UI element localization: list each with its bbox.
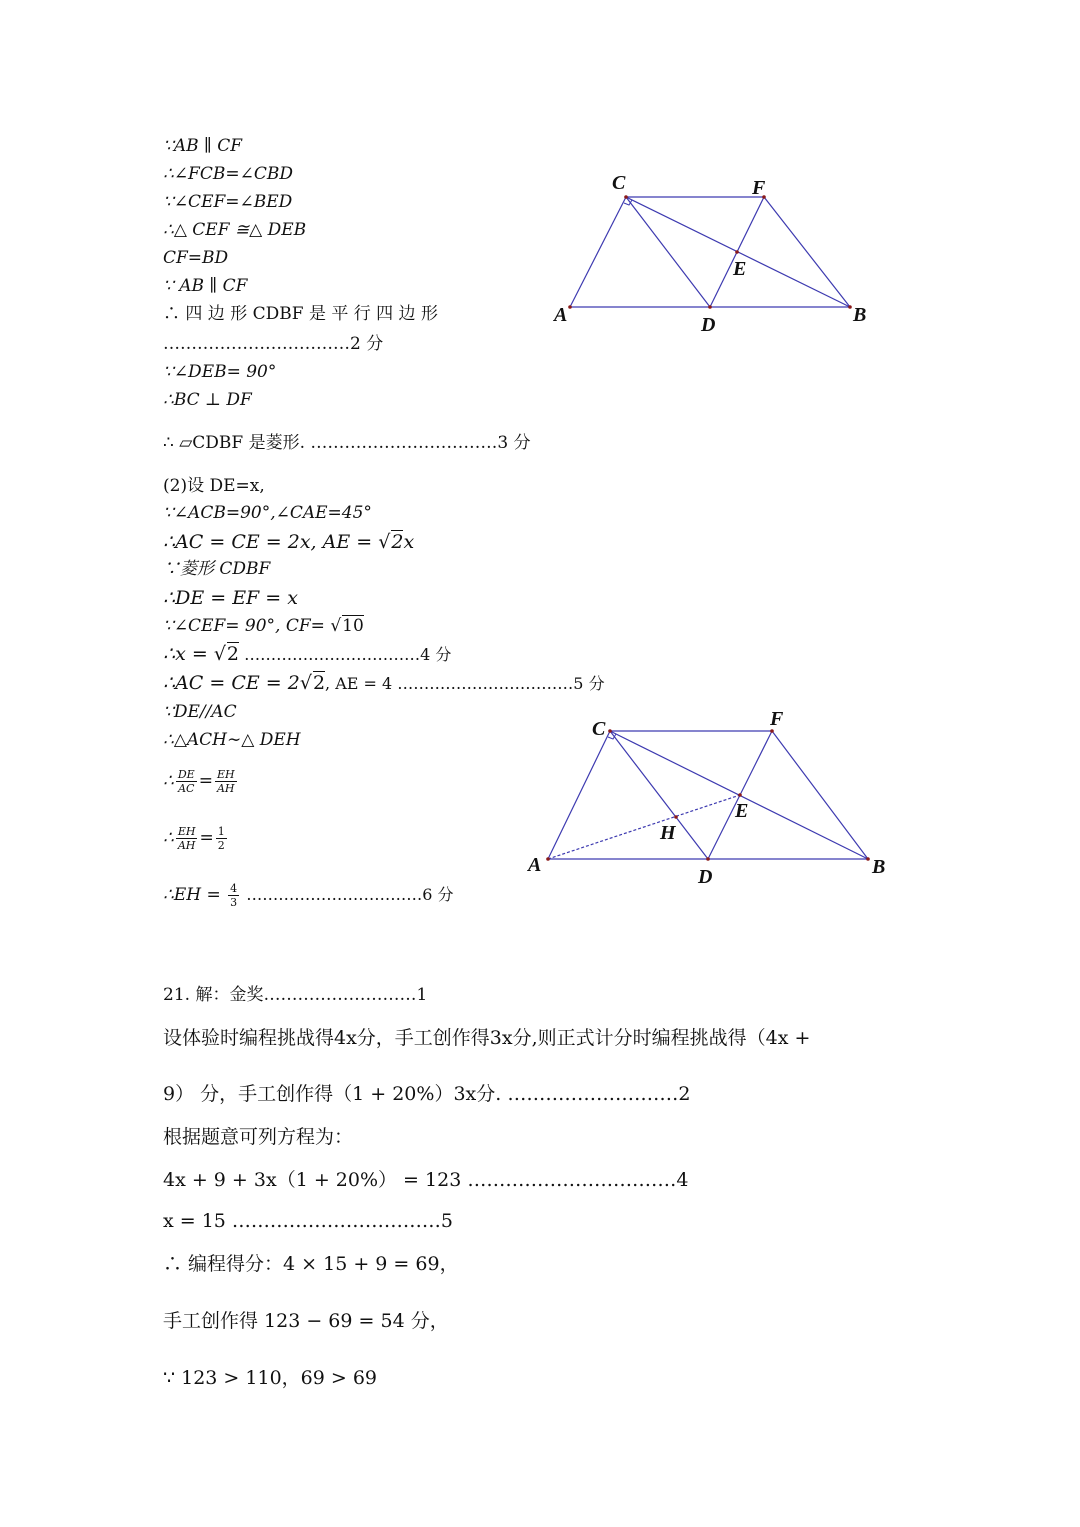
proof-line-7: ∴ 四 边 形 CDBF 是 平 行 四 边 形 [163, 304, 438, 324]
proof-line-4: ∴△ CEF ≅△ DEB [163, 220, 307, 240]
figure-2 [520, 705, 900, 890]
proof-line-1: ∵AB ∥ CF [163, 136, 243, 156]
fig1-label-e: E [733, 258, 747, 280]
proof2-line-2: ∵∠ACB=90°,∠CAE=45° [163, 503, 372, 523]
fig1-label-c: C [612, 172, 626, 194]
proof-line-9: ∵∠DEB= 90° [163, 362, 277, 382]
fig2-label-a: A [528, 854, 542, 876]
q21-line-1: 21. 解：金奖………………………1 [163, 985, 428, 1005]
fig1-label-f: F [752, 177, 766, 199]
fig2-label-d: D [698, 866, 713, 888]
proof2-line-10: ∴△ACH∼△ DEH [163, 730, 301, 750]
proof-line-2: ∴∠FCB=∠CBD [163, 164, 293, 184]
fig2-label-c: C [592, 718, 606, 740]
proof2-line-13: ∴EH = $\frac{4}{3}$ ……………………………6 分 [163, 882, 454, 909]
proof2-line-12: ∴ $\frac{EH}{AH}$ = $\frac{1}{2}$ [163, 825, 225, 852]
q21-line-8: 手工创作得 123 − 69 = 54 分， [163, 1310, 449, 1332]
proof2-line-9: ∵DE//AC [163, 702, 237, 722]
fig2-label-b: B [872, 856, 886, 878]
proof-line-11: ∴ ▱CDBF 是菱形. ……………………………3 分 [163, 433, 531, 453]
q21-line-6: x = 15 ……………………………5 [163, 1210, 454, 1232]
fig1-label-a: A [554, 304, 568, 326]
fig1-label-b: B [853, 304, 867, 326]
proof2-line-1: (2)设 DE=x, [163, 476, 265, 496]
proof2-line-6: ∵∠CEF= 90°, CF= √10 [163, 616, 364, 636]
proof2-line-5: ∴DE = EF = x [163, 587, 298, 609]
proof2-line-11: ∴ $\frac{DE}{AC}$ = $\frac{EH}{AH}$ [163, 768, 235, 795]
fig2-label-h: H [660, 822, 676, 844]
q21-line-9: ∵ 123 > 110，69 > 69 [163, 1367, 378, 1389]
proof2-line-3: ∴AC = CE = 2x, AE = √2x [163, 531, 415, 553]
figure-1 [540, 165, 890, 340]
fig2-label-e: E [735, 800, 749, 822]
q21-line-7: ∴ 编程得分：4 × 15 + 9 = 69， [163, 1253, 459, 1275]
q21-line-5: 4x + 9 + 3x（1 + 20%） = 123 ……………………………4 [163, 1169, 689, 1191]
q21-line-2: 设体验时编程挑战得4x分，手工创作得3x分,则正式计分时编程挑战得（4x + [163, 1027, 811, 1049]
q21-line-4: 根据题意可列方程为： [163, 1126, 354, 1148]
proof-line-6: ∵ AB ∥ CF [163, 276, 248, 296]
proof2-line-4: ∵菱形 CDBF [163, 559, 271, 579]
fig2-label-f: F [770, 708, 784, 730]
proof-line-3: ∵∠CEF=∠BED [163, 192, 293, 212]
proof-line-10: ∴BC ⊥ DF [163, 390, 252, 410]
proof2-line-8: ∴AC = CE = 2√2, AE = 4 ……………………………5 分 [163, 672, 605, 694]
q21-line-3: 9） 分，手工创作得（1 + 20%）3x分. ………………………2 [163, 1083, 691, 1105]
fig1-label-d: D [701, 314, 716, 336]
proof-line-8: ……………………………2 分 [163, 334, 384, 354]
proof-line-5: CF=BD [163, 248, 229, 268]
proof2-line-7: ∴x = √2 ……………………………4 分 [163, 643, 452, 665]
